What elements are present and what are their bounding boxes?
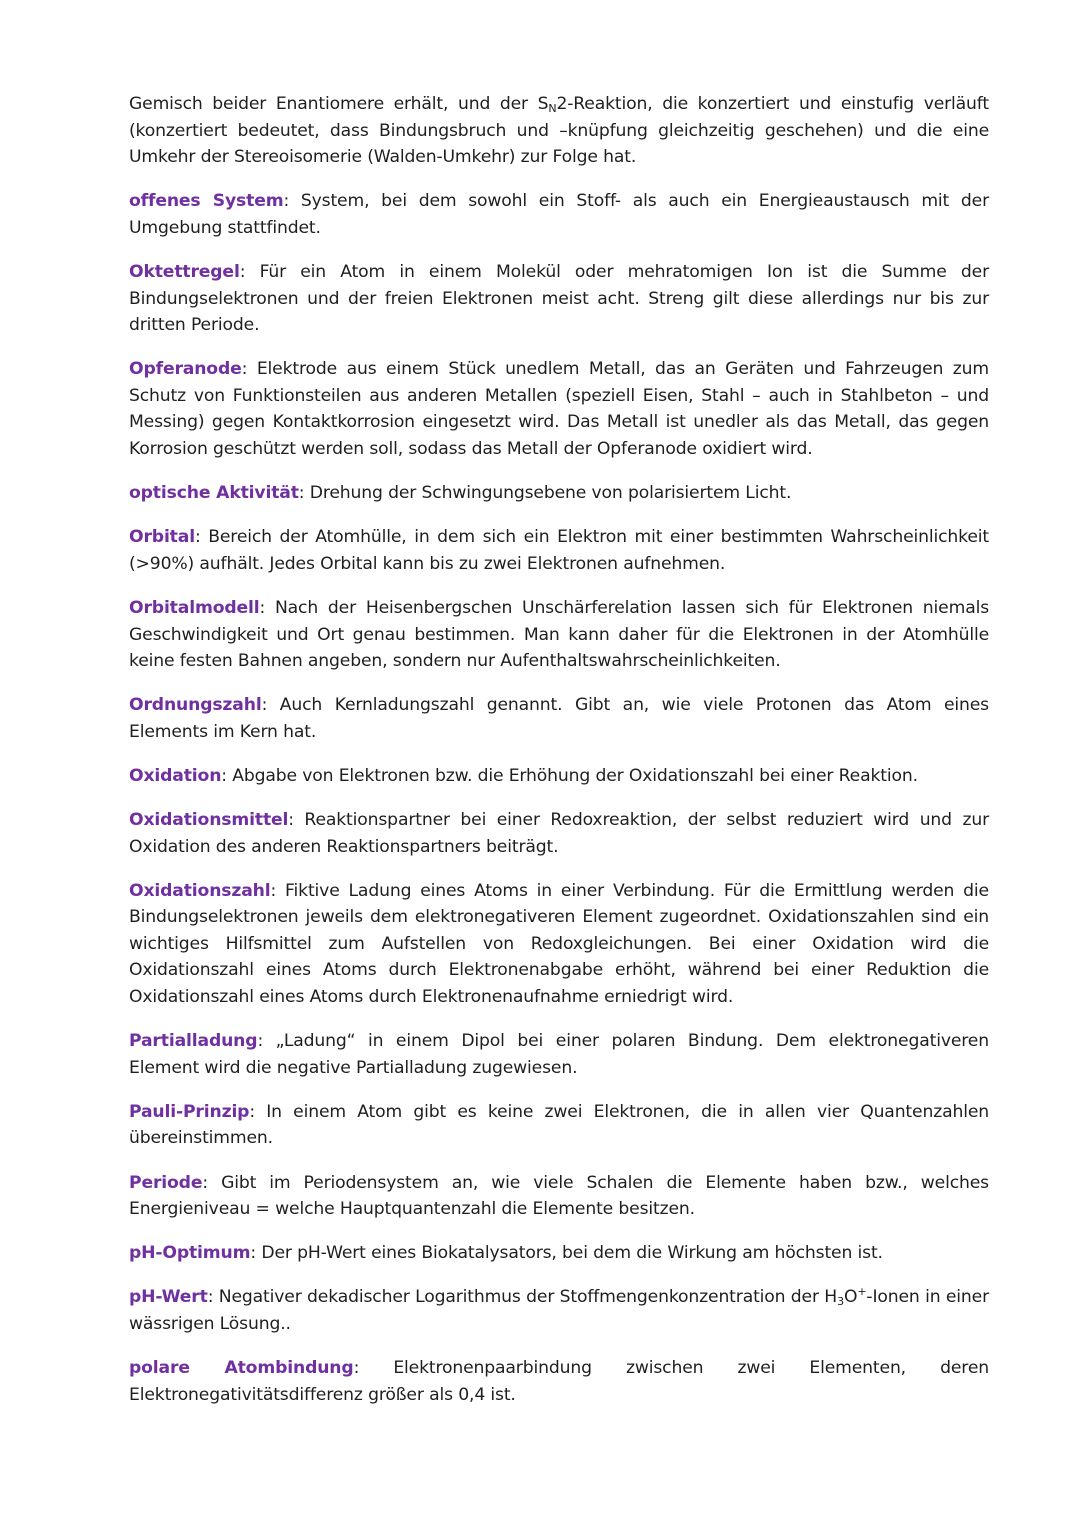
glossary-entry-ph-optimum	[129, 1240, 989, 1267]
glossary-definition: System, bei dem sowohl ein Stoff- als auch ein Energieaustausch mit der Umgebung stattfindet.	[129, 191, 989, 238]
term-separator: :	[283, 191, 301, 212]
glossary-entry-optische-aktivitaet	[129, 480, 989, 507]
term-separator: :	[298, 483, 310, 504]
glossary-entry-offenes-system	[129, 188, 989, 241]
glossary-term: pH-Wert	[129, 1287, 208, 1308]
term-separator: :	[249, 1101, 267, 1122]
glossary-entry-oxidation	[129, 763, 989, 790]
formula-superscript: +	[857, 1285, 867, 1299]
intro-paragraph	[129, 91, 989, 171]
term-separator: :	[261, 695, 280, 716]
glossary-definition-start: Negativer dekadischer Logarithmus der Stoffmengenkonzentration der H	[218, 1287, 838, 1308]
glossary-term: offenes System	[129, 191, 284, 212]
term-separator: :	[207, 1287, 219, 1308]
glossary-entry-orbitalmodell	[129, 595, 989, 675]
glossary-entry-periode	[129, 1170, 989, 1223]
glossary-term: pH-Optimum	[129, 1243, 251, 1264]
glossary-entry-opferanode	[129, 356, 989, 462]
term-separator: :	[270, 880, 286, 901]
glossary-entry-oxidationsmittel	[129, 807, 989, 860]
term-separator: :	[202, 1172, 222, 1193]
glossary-entry-pauli-prinzip	[129, 1099, 989, 1152]
glossary-term: Oxidationszahl	[129, 880, 271, 901]
term-separator: :	[241, 359, 257, 380]
glossary-definition: Elektrode aus einem Stück unedlem Metall, das an Geräten und Fahrzeugen zum Schutz von Funktionsteilen aus anderen Metallen (speziell Eisen, Stahl – auch in Stahlbeton – und Messing) gegen Kontaktkorrosion eingesetzt wird. Das Metall ist unedler als das Metall, das gegen Korrosion geschützt werden soll, sodass das Metall der Opferanode oxidiert wird.	[129, 359, 989, 460]
glossary-definition-end: -Ionen in einer wässrigen Lösung..	[129, 1287, 989, 1334]
glossary-definition: Fiktive Ladung eines Atoms in einer Verbindung. Für die Ermittlung werden die Bindungselektronen jeweils dem elektronegativeren Element zugeordnet. Oxidationszahlen sind ein wichtiges Hilfsmittel zum Aufstellen von Redoxgleichungen. Bei einer Oxidation wird die Oxidationszahl eines Atoms durch Elektronenabgabe erhöht, während bei einer Reduktion die Oxidationszahl eines Atoms durch Elektronenaufnahme erniedrigt wird.	[129, 880, 989, 1008]
glossary-term: Periode	[129, 1172, 203, 1193]
glossary-definition: Reaktionspartner bei einer Redoxreaktion, der selbst reduziert wird und zur Oxidation des anderen Reaktionspartners beiträgt.	[129, 809, 989, 857]
glossary-definition: Bereich der Atomhülle, in dem sich ein Elektron mit einer bestimmten Wahrscheinlichkeit (>90%) aufhält. Jedes Orbital kann bis zu zwei Elektronen aufnehmen.	[129, 527, 989, 574]
glossary-term: optische Aktivität	[129, 483, 299, 504]
glossary-definition: Für ein Atom in einem Molekül oder mehratomigen Ion ist die Summe der Bindungselektronen und der freien Elektronen meist acht. Streng gilt diese allerdings nur bis zur dritten Periode.	[129, 261, 989, 336]
glossary-definition: Nach der Heisenbergschen Unschärferelation lassen sich für Elektronen niemals Geschwindigkeit und Ort genau bestimmen. Man kann daher für die Elektronen in der Atomhülle keine festen Bahnen angeben, sondern nur Aufenthaltswahrscheinlichkeiten.	[129, 597, 989, 672]
glossary-entry-ph-wert	[129, 1284, 989, 1337]
glossary-term: Oxidation	[129, 765, 222, 786]
glossary-term: Ordnungszahl	[129, 695, 262, 716]
glossary-entry-oktettregel	[129, 259, 989, 339]
term-separator: :	[259, 597, 275, 618]
formula-subscript: 3	[837, 1295, 844, 1309]
glossary-entry-ordnungszahl	[129, 692, 989, 745]
glossary-term: Oxidationsmittel	[129, 809, 289, 830]
glossary-definition: Der pH-Wert eines Biokatalysators, bei dem die Wirkung am höchsten ist.	[261, 1243, 883, 1264]
term-separator: :	[288, 809, 305, 830]
glossary-definition: In einem Atom gibt es keine zwei Elektronen, die in allen vier Quantenzahlen übereinstimmen.	[129, 1101, 989, 1149]
term-separator: :	[239, 261, 260, 282]
glossary-entry-orbital	[129, 524, 989, 577]
term-separator: :	[257, 1031, 276, 1052]
term-separator: :	[250, 1243, 262, 1264]
glossary-definition: Abgabe von Elektronen bzw. die Erhöhung der Oxidationszahl bei einer Reaktion.	[232, 765, 918, 786]
glossary-term: Pauli-Prinzip	[129, 1101, 250, 1122]
glossary-definition: Elektronenpaarbindung zwischen zwei Elementen, deren Elektronegativitätsdifferenz größer als 0,4 ist.	[129, 1357, 989, 1405]
glossary-entry-oxidationszahl	[129, 878, 989, 1011]
glossary-entry-polare-atombindung	[129, 1355, 989, 1408]
formula-element: O	[843, 1287, 858, 1308]
intro-text-end: 2-Reaktion, die konzertiert und einstufig verläuft (konzertiert bedeutet, dass Bindungsbruch und –knüpfung gleichzeitig geschehen) und die eine Umkehr der Stereoisomerie (Walden-Umkehr) zur Folge hat.	[129, 94, 989, 168]
glossary-definition: Drehung der Schwingungsebene von polarisiertem Licht.	[309, 483, 792, 504]
glossary-term: Orbitalmodell	[129, 597, 260, 618]
glossary-term: Opferanode	[129, 359, 242, 380]
term-separator: :	[353, 1357, 394, 1378]
glossary-term: Partialladung	[129, 1031, 258, 1052]
term-separator: :	[194, 527, 209, 548]
glossary-definition: Auch Kernladungszahl genannt. Gibt an, wie viele Protonen das Atom eines Elements im Kern hat.	[129, 695, 989, 742]
term-separator: :	[221, 765, 233, 786]
intro-subscript: N	[548, 102, 557, 115]
glossary-entry-partialladung	[129, 1028, 989, 1081]
glossary-term: Orbital	[129, 527, 195, 548]
glossary-definition: „Ladung“ in einem Dipol bei einer polaren Bindung. Dem elektronegativeren Element wird die negative Partialladung zugewiesen.	[129, 1031, 989, 1078]
glossary-term: Oktettregel	[129, 261, 240, 282]
glossary-definition: Gibt im Periodensystem an, wie viele Schalen die Elemente haben bzw., welches Energieniveau = welche Hauptquantenzahl die Elemente besitzen.	[129, 1172, 989, 1220]
intro-text-start: Gemisch beider Enantiomere erhält, und der S	[129, 94, 549, 114]
glossary-term: polare Atombindung	[129, 1357, 354, 1378]
